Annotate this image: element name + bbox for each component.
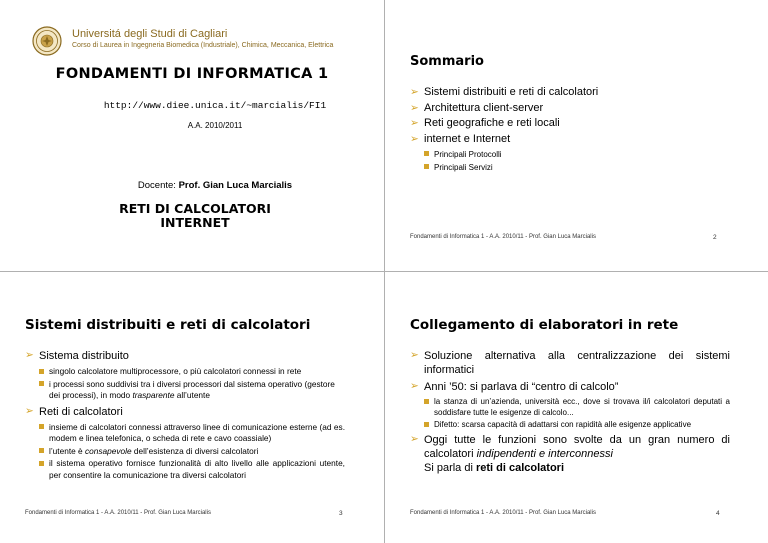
sub-list-item bbox=[39, 379, 345, 402]
bold-text: reti di calcolatori bbox=[475, 462, 565, 474]
list-item-text-line-2 bbox=[424, 461, 730, 475]
list-item: ➢ Reti geografiche e reti locali bbox=[410, 116, 710, 132]
list-item: ➢ Architettura client-server bbox=[410, 101, 710, 117]
list-item-label: internet e Internet bbox=[424, 132, 511, 145]
list-item bbox=[25, 349, 345, 402]
slide-footer: Fondamenti di Informatica 1 - A.A. 2010/11 - Prof. Gian Luca Marcialis bbox=[410, 510, 596, 516]
list-item bbox=[410, 380, 730, 430]
sub-list bbox=[424, 148, 710, 174]
summary-list bbox=[410, 85, 710, 174]
page-number: 2 bbox=[713, 234, 717, 241]
list-item: ➢ Soluzione alternativa alla centralizzazione dei sistemi informatici bbox=[410, 349, 730, 377]
teacher-name: Prof. Gian Luca Marcialis bbox=[178, 180, 293, 191]
slide-title: Collegamento di elaboratori in rete bbox=[410, 317, 679, 333]
list-item-label: Anni ’50: si parlava di “centro di calcolo” bbox=[424, 381, 619, 393]
list-item bbox=[25, 405, 345, 482]
sub-list-item: Principali Protocolli bbox=[424, 148, 710, 161]
list-item: ➢ Sistemi distribuiti e reti di calcolatori bbox=[410, 85, 710, 101]
list-item-label: Reti di calcolatori bbox=[39, 405, 123, 418]
course-title: FONDAMENTI DI INFORMATICA 1 bbox=[55, 66, 329, 82]
university-name: Universitá degli Studi di Cagliari bbox=[72, 28, 228, 40]
topic-line-2: INTERNET bbox=[160, 215, 230, 230]
slide-4-networked-computers bbox=[385, 272, 768, 543]
sub-list-item: insieme di calcolatori connessi attraverso linee di comunicazione esterne (ad es. modem e linea telefonica, o scheda di rete e cavo coassiale) bbox=[39, 422, 345, 445]
slide-footer: Fondamenti di Informatica 1 - A.A. 2010/11 - Prof. Gian Luca Marcialis bbox=[410, 234, 596, 240]
sub-list-item: Principali Servizi bbox=[424, 161, 710, 174]
emphasis: trasparente bbox=[132, 390, 175, 400]
slide-2-summary bbox=[385, 0, 768, 271]
lecture-topic bbox=[0, 202, 384, 230]
teacher-label: Docente: bbox=[137, 180, 179, 191]
slide-3-distributed-systems bbox=[0, 272, 384, 543]
sub-list-item: il sistema operativo fornisce funzionalità di alto livello alle applicazioni utente, per consentire la comunicazione tra diversi calcolatori bbox=[39, 458, 345, 481]
sub-list-item: singolo calcolatore multiprocessore, o più calcolatori connessi in rete bbox=[39, 366, 345, 378]
list-item-label: Sistema distribuito bbox=[39, 350, 129, 362]
text-span: all’utente bbox=[174, 390, 210, 400]
emphasis: consapevole bbox=[84, 445, 132, 456]
sub-list bbox=[424, 396, 730, 430]
slide-title: Sommario bbox=[410, 54, 484, 69]
list-item bbox=[410, 132, 710, 175]
content-list bbox=[410, 349, 730, 478]
slide-1-title bbox=[0, 0, 384, 271]
text-span: l’utente è bbox=[49, 445, 85, 456]
page-number: 4 bbox=[716, 510, 720, 517]
text-span: Oggi tutte le funzioni sono svolte da un gran numero di calcolatori bbox=[424, 434, 730, 460]
topic-line-1: RETI DI CALCOLATORI bbox=[119, 201, 271, 216]
sub-list-item: Difetto: scarsa capacità di adattarsi con rapidità alle esigenze applicative bbox=[424, 419, 730, 430]
content-list bbox=[25, 349, 345, 484]
slide-title: Sistemi distribuiti e reti di calcolatori bbox=[25, 317, 311, 333]
course-url[interactable]: http://www.diee.unica.it/~marcialis/FI1 bbox=[103, 100, 327, 111]
slide-footer: Fondamenti di Informatica 1 - A.A. 2010/11 - Prof. Gian Luca Marcialis bbox=[25, 510, 211, 516]
university-seal-icon bbox=[32, 26, 62, 56]
list-item bbox=[410, 433, 730, 475]
page-number: 3 bbox=[339, 510, 343, 517]
text-span: i processi sono suddivisi tra i diversi processori dal sistema operativo (gestore dei processi), in modo bbox=[49, 378, 335, 400]
academic-year: A.A. 2010/2011 bbox=[187, 121, 243, 130]
list-item-text bbox=[424, 433, 730, 461]
sub-list bbox=[39, 422, 345, 482]
sub-list-item bbox=[39, 446, 345, 458]
teacher bbox=[0, 180, 384, 191]
sub-list-item: la stanza di un’azienda, università ecc., dove si trovava il/i calcolatori deputati a soddisfare tutte le esigenze di calcolo... bbox=[424, 396, 730, 418]
degree-course: Corso di Laurea in Ingegneria Biomedica (Industriale), Chimica, Meccanica, Elettrica bbox=[72, 42, 334, 49]
emphasis: indipendenti e interconnessi bbox=[476, 448, 613, 460]
text-span: Si parla di bbox=[424, 462, 476, 474]
sub-list bbox=[39, 366, 345, 402]
text-span: dell’esistenza di diversi calcolatori bbox=[131, 445, 259, 456]
